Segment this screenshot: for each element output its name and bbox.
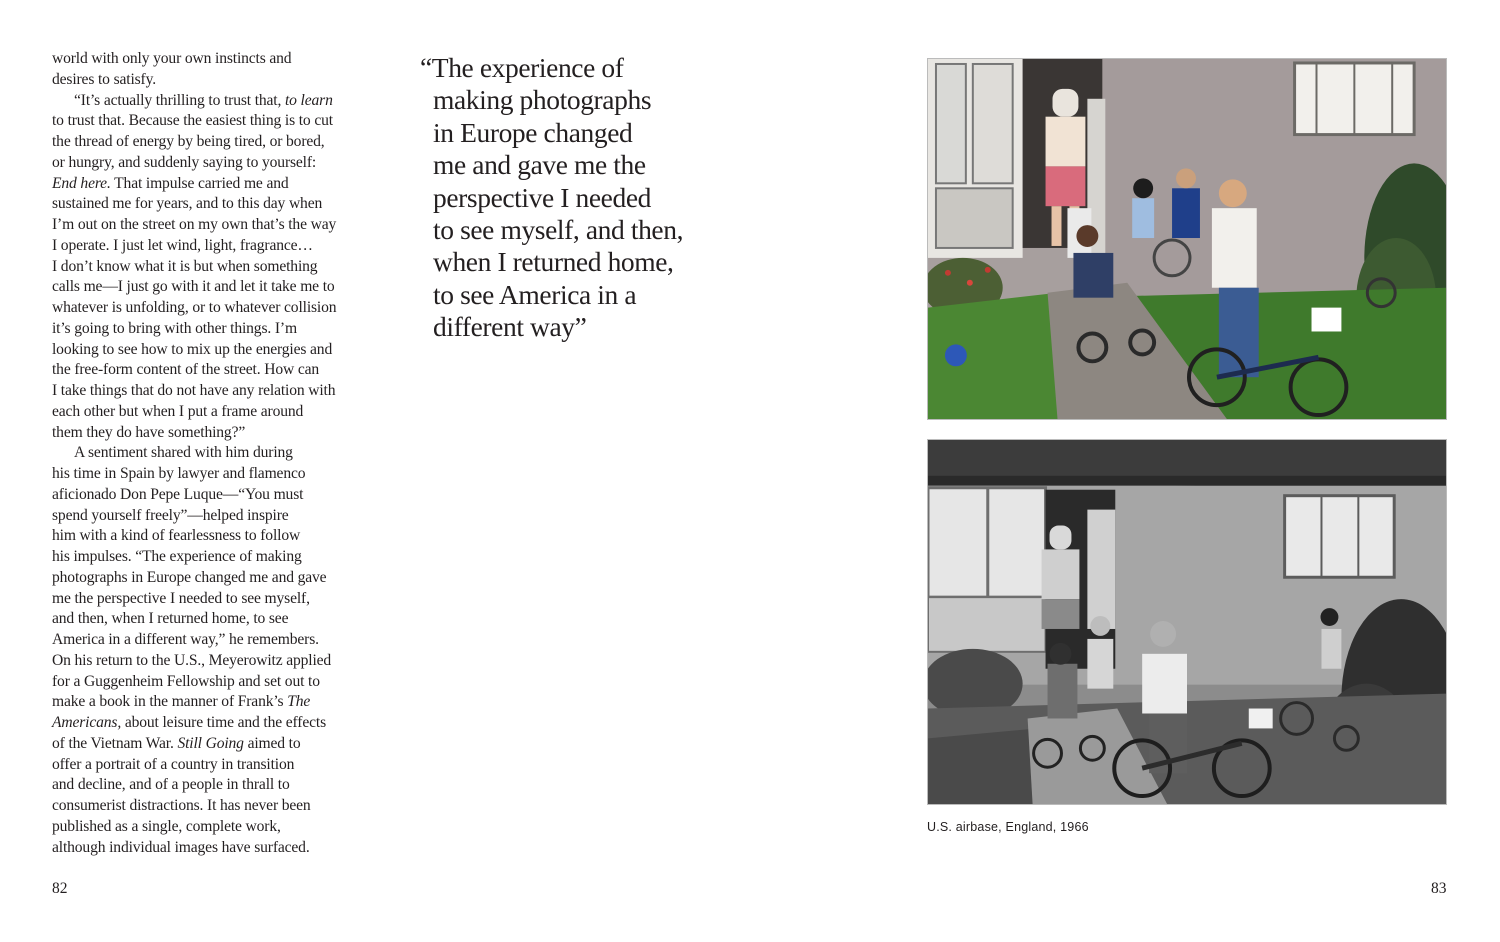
- body-line: it’s going to bring with other things. I’m: [52, 319, 297, 337]
- body-line: his time in Spain by lawyer and flamenco: [52, 465, 306, 482]
- body-line: aficionado Don Pepe Luque—“You must: [52, 485, 304, 503]
- body-line: published as a single, complete work,: [52, 817, 281, 835]
- body-line: “It’s actually thrilling to trust that, to learn: [74, 91, 333, 109]
- body-line: America in a different way,” he remembers.: [52, 631, 319, 648]
- pull-quote-line: me and gave me the: [433, 149, 646, 181]
- body-line: calls me—I just go with it and let it take me to: [52, 278, 335, 296]
- page-number-right: 83: [1431, 880, 1447, 897]
- pull-quote-line: to see America in a: [433, 278, 637, 310]
- italic-phrase: Americans,: [52, 714, 122, 731]
- body-line: sustained me for years, and to this day when: [52, 195, 323, 213]
- photo-color-image: [928, 59, 1446, 419]
- pull-quote-line: in Europe changed: [433, 116, 633, 148]
- photo-caption: U.S. airbase, England, 1966: [927, 820, 1089, 834]
- body-line: offer a portrait of a country in transition: [52, 755, 295, 773]
- body-line: looking to see how to mix up the energies and: [52, 340, 333, 358]
- body-line: the thread of energy by being tired, or bored,: [52, 133, 325, 150]
- body-line: End here. That impulse carried me and: [52, 174, 289, 192]
- body-line: for a Guggenheim Fellowship and set out to: [52, 672, 320, 690]
- pull-quote-line: “The experience of: [420, 52, 624, 83]
- body-line: each other but when I put a frame around: [52, 402, 304, 420]
- body-line: I operate. I just let wind, light, fragrance…: [52, 236, 313, 254]
- body-line: Americans, about leisure time and the effects: [52, 714, 326, 731]
- body-line: to trust that. Because the easiest thing is to cut: [52, 112, 333, 130]
- pull-quote-line: to see myself, and then,: [433, 214, 684, 246]
- body-line: me the perspective I needed to see myself,: [52, 589, 310, 607]
- photo-color: [927, 58, 1447, 420]
- body-line: and decline, and of a people in thrall to: [52, 776, 290, 794]
- pull-quote-line: perspective I needed: [433, 181, 651, 213]
- body-line: desires to satisfy.: [52, 70, 156, 88]
- body-text-column: [52, 49, 372, 858]
- body-line: the free-form content of the street. How can: [52, 361, 320, 379]
- body-line: and then, when I returned home, to see: [52, 610, 289, 628]
- body-line: make a book in the manner of Frank’s The: [52, 693, 311, 711]
- italic-phrase: to learn: [284, 91, 333, 109]
- body-line: whatever is unfolding, or to whatever collision: [52, 299, 337, 316]
- pull-quote-line: making photographs: [433, 84, 652, 116]
- body-line: him with a kind of fearlessness to follow: [52, 527, 301, 545]
- body-line: world with only your own instincts and: [52, 50, 292, 67]
- body-line: I take things that do not have any relation with: [52, 382, 336, 399]
- body-line: On his return to the U.S., Meyerowitz applied: [52, 651, 332, 669]
- body-line: spend yourself freely”—helped inspire: [52, 506, 289, 524]
- pull-quote-line: different way”: [433, 311, 587, 343]
- page-number-left: 82: [52, 880, 68, 897]
- body-line: of the Vietnam War. Still Going aimed to: [52, 734, 301, 752]
- italic-phrase: End here.: [52, 174, 111, 192]
- italic-phrase: Still Going: [177, 734, 244, 752]
- body-line: them they do have something?”: [52, 423, 246, 441]
- body-line: A sentiment shared with him during: [74, 444, 293, 462]
- body-line: his impulses. “The experience of making: [52, 548, 302, 565]
- photo-bw-image: [928, 440, 1446, 804]
- pull-quote-line: when I returned home,: [433, 246, 674, 278]
- body-line: although individual images have surfaced.: [52, 838, 310, 856]
- body-line: or hungry, and suddenly saying to yourself:: [52, 153, 317, 171]
- body-line: photographs in Europe changed me and gave: [52, 568, 327, 586]
- photo-black-and-white: [927, 439, 1447, 805]
- body-line: I’m out on the street on my own that’s the way: [52, 216, 337, 233]
- pull-quote: [420, 52, 740, 344]
- body-line: consumerist distractions. It has never been: [52, 797, 311, 814]
- body-line: I don’t know what it is but when something: [52, 257, 318, 275]
- italic-phrase: The: [287, 693, 311, 711]
